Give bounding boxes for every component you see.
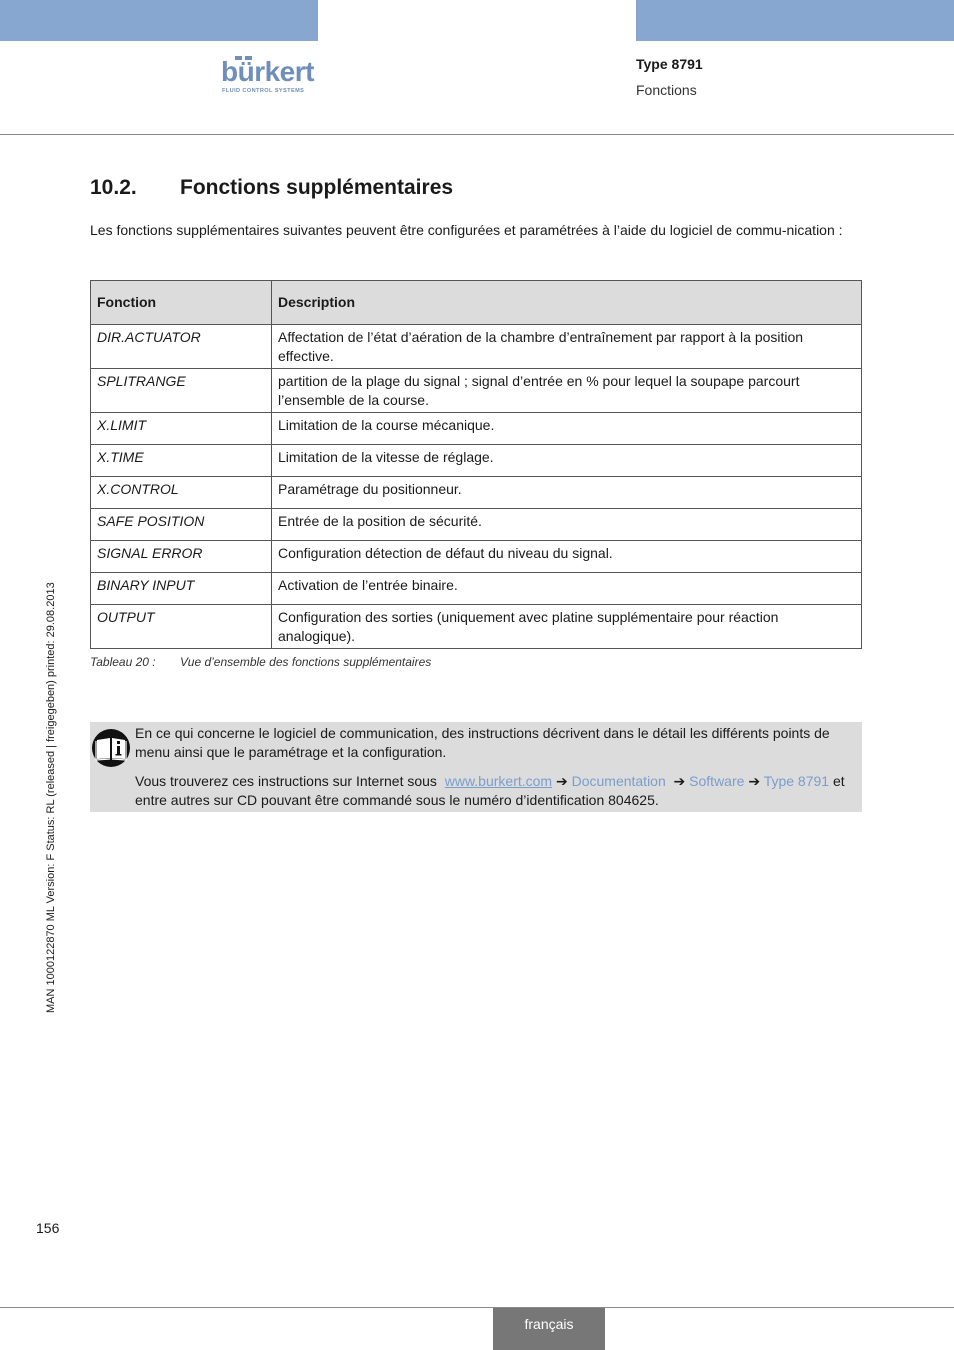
arrow-right-icon: ➔ xyxy=(555,773,568,789)
document-type: Type 8791 xyxy=(636,56,703,72)
page-number: 156 xyxy=(36,1220,60,1236)
link-software[interactable]: Software xyxy=(689,773,745,789)
column-header-fonction: Fonction xyxy=(91,281,272,325)
arrow-right-icon: ➔ xyxy=(673,773,686,789)
table-row xyxy=(91,541,862,573)
function-description: Configuration des sorties (uniquement avec platine supplémentaire pour réaction analogique). xyxy=(272,605,862,649)
function-description: Limitation de la course mécanique. xyxy=(272,413,862,445)
function-description: Configuration détection de défaut du niveau du signal. xyxy=(272,541,862,573)
header-divider xyxy=(0,134,954,135)
function-description: Limitation de la vitesse de réglage. xyxy=(272,445,862,477)
logo-tagline: FLUID CONTROL SYSTEMS xyxy=(222,88,305,94)
function-name: OUTPUT xyxy=(91,605,272,649)
table-caption-number: Tableau 20 : xyxy=(90,655,156,669)
link-type-8791[interactable]: Type 8791 xyxy=(763,773,830,789)
function-description: partition de la plage du signal ; signal d’entrée en % pour lequel la soupape parcourt l’ensemble de la course. xyxy=(272,369,862,413)
function-name: BINARY INPUT xyxy=(91,573,272,605)
info-note-box xyxy=(90,722,862,812)
table-row xyxy=(91,509,862,541)
function-description: Entrée de la position de sécurité. xyxy=(272,509,862,541)
note-prefix: Vous trouverez ces instructions sur Internet sous xyxy=(135,773,437,789)
function-description: Affectation de l’état d’aération de la chambre d’entraînement par rapport à la position effective. xyxy=(272,325,862,369)
function-name: SIGNAL ERROR xyxy=(91,541,272,573)
function-name: DIR.ACTUATOR xyxy=(91,325,272,369)
note-paragraph-2 xyxy=(135,772,855,810)
table-caption-text: Vue d’ensemble des fonctions supplémentaires xyxy=(180,655,432,669)
note-suffix: et entre autres sur CD pouvant être commandé sous le numéro d’identification 804625. xyxy=(135,773,845,808)
table-row xyxy=(91,369,862,413)
section-number: 10.2. xyxy=(90,176,137,199)
intro-paragraph: Les fonctions supplémentaires suivantes peuvent être configurées et paramétrées à l’aide du logiciel de commu-nication : xyxy=(90,222,843,238)
manual-info-icon xyxy=(91,728,131,768)
language-tab: français xyxy=(493,1308,605,1350)
table-row xyxy=(91,605,862,649)
section-title: Fonctions supplémentaires xyxy=(180,176,454,199)
logo-wordmark: bürkert xyxy=(221,56,314,87)
header-accent-band-right xyxy=(636,0,954,41)
function-description: Paramétrage du positionneur. xyxy=(272,477,862,509)
column-header-description: Description xyxy=(272,281,862,325)
header-accent-band-left xyxy=(0,0,318,41)
function-name: SAFE POSITION xyxy=(91,509,272,541)
link-burkert-website[interactable]: www.burkert.com xyxy=(444,773,553,789)
function-name: SPLITRANGE xyxy=(91,369,272,413)
functions-table xyxy=(90,280,862,649)
section-heading xyxy=(90,176,453,200)
table-row xyxy=(91,477,862,509)
arrow-right-icon: ➔ xyxy=(748,773,761,789)
table-row xyxy=(91,445,862,477)
link-documentation[interactable]: Documentation xyxy=(571,773,666,789)
table-row xyxy=(91,413,862,445)
function-name: X.TIME xyxy=(91,445,272,477)
note-text xyxy=(135,724,855,810)
note-paragraph-1: En ce qui concerne le logiciel de communication, des instructions décrivent dans le détail les différents points de menu ainsi que le paramétrage et la configuration. xyxy=(135,725,830,760)
footer-divider xyxy=(0,1307,954,1308)
table-caption xyxy=(90,655,431,669)
table-row xyxy=(91,573,862,605)
function-name: X.LIMIT xyxy=(91,413,272,445)
document-status-sidebar: MAN 1000122870 ML Version: F Status: RL (released | freigegeben) printed: 29.08.2013 xyxy=(45,582,57,1013)
function-description: Activation de l’entrée binaire. xyxy=(272,573,862,605)
table-row xyxy=(91,325,862,369)
table-header-row xyxy=(91,281,862,325)
header-section-name: Fonctions xyxy=(636,82,697,98)
function-name: X.CONTROL xyxy=(91,477,272,509)
